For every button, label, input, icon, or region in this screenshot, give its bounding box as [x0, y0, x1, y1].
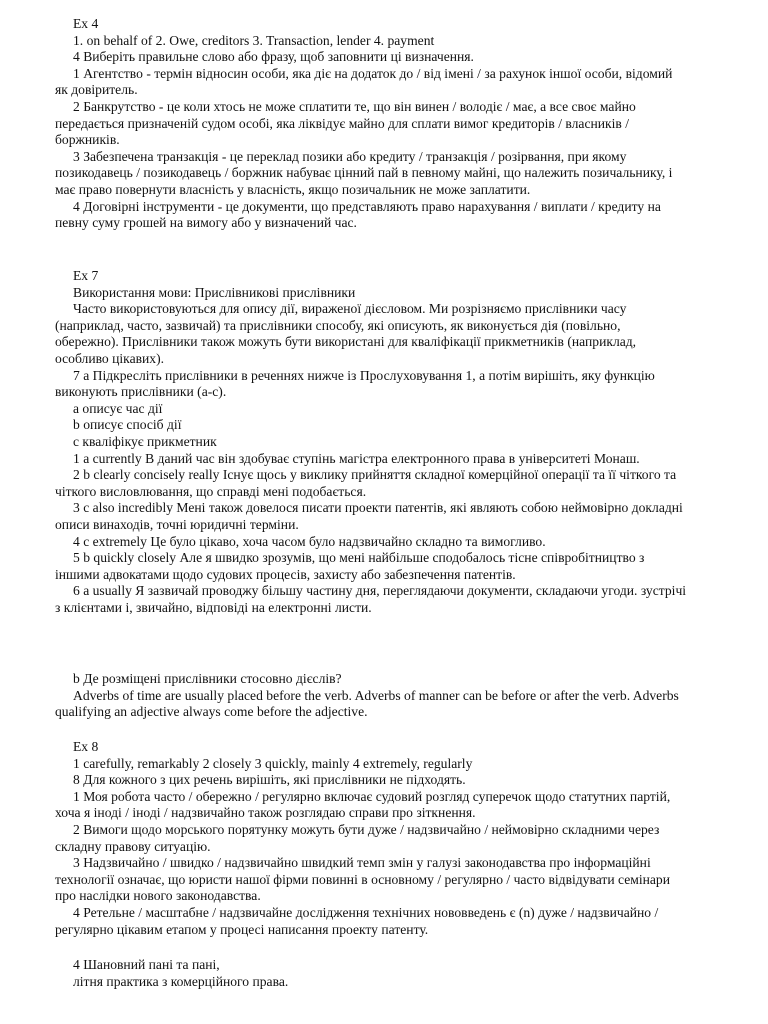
ex7-instruction: 7 a Підкресліть прислівники в реченнях нижче із Прослуховування 1, а потім вирішіть, яку функцію виконують прислівники (a-c).	[55, 367, 655, 400]
ex7-item-1: 1 a currently В даний час він здобуває ступінь магістра електронного права в університеті Монаш.	[73, 450, 640, 466]
exercise-7b-section	[55, 671, 687, 721]
ex7-item-5: 5 b quickly closely Але я швидко зрозумів, що мені найбільше сподобалось тісне співробітництво з іншими адвокатами щодо судових процесів, захисту або забезпечення патентів.	[55, 550, 645, 582]
ex4-item-4: 4 Договірні інструменти - це документи, що представляють право нарахування / виплати / кредиту на певну суму грошей на вимогу або у визначений час.	[55, 198, 661, 231]
ex7b-answer: Adverbs of time are usually placed before the verb. Adverbs of manner can be before or after the verb. Adverbs qualifying an adjective always come before the adjective.	[55, 687, 679, 720]
ex4-answers: 1. on behalf of 2. Owe, creditors 3. Transaction, lender 4. payment	[73, 32, 435, 48]
letter-salutation: 4 Шановний пані та пані,	[73, 957, 220, 972]
ex4-instruction: 4 Виберіть правильне слово або фразу, щоб заповнити ці визначення.	[73, 49, 474, 65]
exercise-8-section	[55, 739, 687, 938]
ex4-item-1: 1 Агентство - термін відносин особи, яка діє на додаток до / від імені / за рахунок іншої особи, відомий як довіритель.	[55, 65, 673, 98]
ex8-item-3: 3 Надзвичайно / швидко / надзвичайно швидкий темп змін у галузі законодавства про інформаційні технології означає, що юристи нашої фірми повинні в основному / регулярно / часто відвідувати семінари про наслідки нового законодавства.	[55, 855, 671, 904]
ex7-option-b: b описує спосіб дії	[73, 417, 182, 433]
ex7-item-2: 2 b clearly concisely really Існує щось у виклику прийняття складної комерційної операції та її чіткого та чіткого висловлювання, що справді мені подобається.	[55, 467, 677, 499]
exercise-4-section	[55, 16, 687, 232]
ex7-option-a: a описує час дії	[73, 400, 163, 416]
ex7-title: Використання мови: Прислівникові прислівники	[73, 284, 356, 300]
ex4-item-2: 2 Банкрутство - це коли хтось не може сплатити те, що він винен / володіє / має, а все своє майно передається призначеній судом особі, яка ліквідує майно для сплати вимог кредиторів / власників / боржників.	[55, 98, 636, 148]
ex7-item-4: 4 c extremely Це було цікаво, хоча часом було надзвичайно складно та вимогливо.	[73, 533, 546, 549]
ex4-heading: Ex 4	[73, 16, 99, 31]
ex8-heading: Ex 8	[73, 739, 99, 754]
ex7b-question: b Де розміщені прислівники стосовно дієслів?	[73, 671, 342, 686]
ex7-option-c: c кваліфікує прикметник	[73, 433, 217, 449]
ex7-item-6: 6 a usually Я зазвичай проводжу більшу частину дня, переглядаючи документи, складаючи угоди. зустрічі з клієнтами і, звичайно, відповіді на електронні листи.	[55, 583, 687, 615]
ex7-heading: Ex 7	[73, 268, 99, 283]
ex8-item-2: 2 Вимоги щодо морського порятунку можуть бути дуже / надзвичайно / неймовірно складними через складну правову ситуацію.	[55, 821, 660, 854]
ex8-item-1: 1 Моя робота часто / обережно / регулярно включає судовий розгляд суперечок щодо статутних партій, хоча я іноді / іноді / надзвичайно також розглядаю справи про зіткнення.	[55, 788, 671, 821]
letter-section	[55, 957, 687, 990]
ex8-item-4: 4 Ретельне / масштабне / надзвичайне дослідження технічних нововведень є (n) дуже / надзвичайно / регулярно цікавим етапом у процесі написання проекту патенту.	[55, 904, 659, 937]
exercise-7-section	[55, 268, 687, 616]
ex8-answers: 1 carefully, remarkably 2 closely 3 quickly, mainly 4 extremely, regularly	[73, 755, 473, 771]
ex7-intro: Часто використовуються для опису дії, вираженої дієсловом. Ми розрізняємо прислівники часу (наприклад, часто, зазвичай) та прислівники способу, які описують, як виконується дія (повільно, обережно). Прислівники також можуть бути використані для кваліфікації прикметників (наприклад, особливо цікавих).	[55, 301, 637, 366]
ex8-instruction: 8 Для кожного з цих речень вирішіть, які прислівники не підходять.	[73, 772, 466, 788]
ex7-item-3: 3 c also incredibly Мені також довелося писати проекти патентів, які являють собою неймовірно докладні описи винаходів, точні юридичні терміни.	[55, 500, 683, 532]
ex4-item-3: 3 Забезпечена транзакція - це переклад позики або кредиту / транзакція / розірвання, при якому позикодавець / позикодавець / боржник набуває цінний пай в певному майні, що належить позичальнику, і має право повернути власність у власність, якщо позичальник не може заплатити.	[55, 148, 673, 197]
letter-subject: літня практика з комерційного права.	[73, 973, 289, 989]
